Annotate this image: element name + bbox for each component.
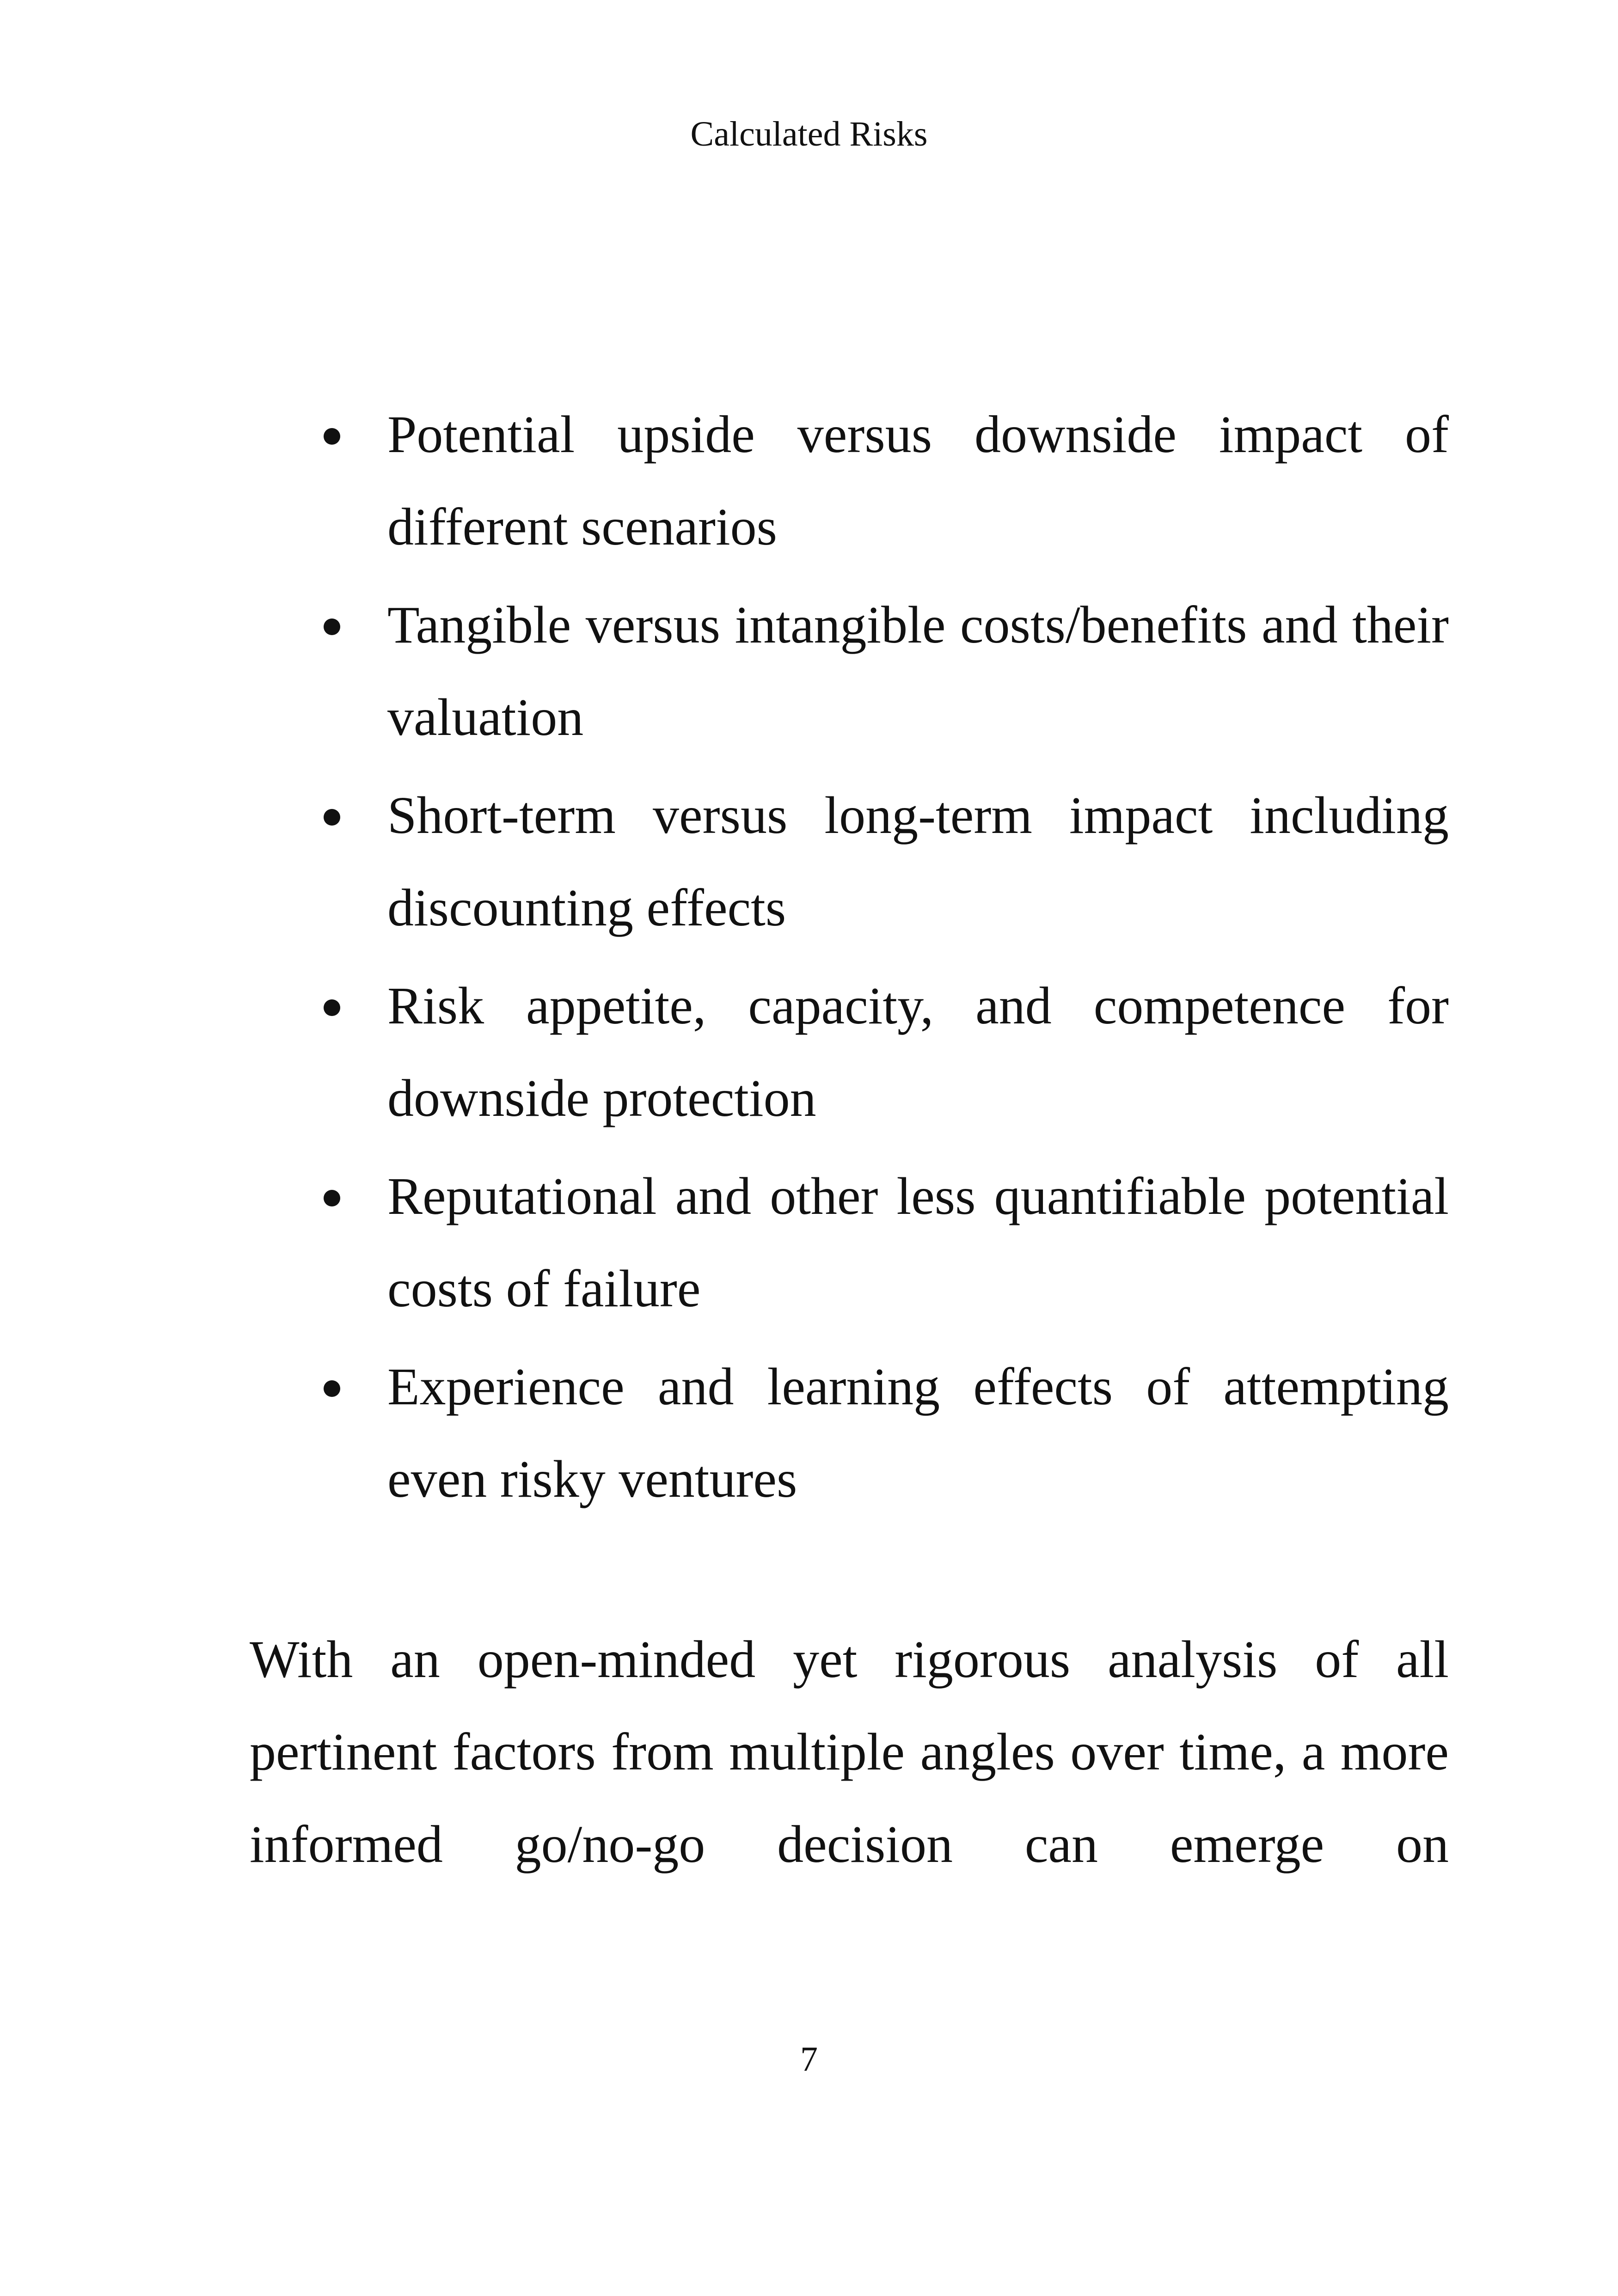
bullet-icon (324, 618, 340, 635)
bullet-item (387, 388, 1449, 573)
bullet-item (387, 579, 1449, 764)
bullet-icon (324, 1190, 340, 1206)
bullet-list (387, 388, 1449, 1531)
bullet-text: Tangible versus intangible costs/benefits and their valuation (387, 595, 1449, 747)
bullet-text: Risk appetite, capacity, and competence for downside protection (387, 976, 1449, 1127)
bullet-icon (324, 809, 340, 826)
bullet-item (387, 1341, 1449, 1525)
bullet-item (387, 769, 1449, 954)
running-header: Calculated Risks (690, 115, 928, 153)
body-paragraph: With an open-minded yet rigorous analysis of all pertinent factors from multiple angles over time, a more informed go/no-go decision can emerge on (250, 1630, 1449, 1874)
bullet-item (387, 960, 1449, 1145)
bullet-icon (324, 999, 340, 1016)
page-number: 7 (800, 2040, 818, 2079)
bullet-text: Experience and learning effects of attempting even risky ventures (387, 1357, 1449, 1508)
bullet-icon (324, 428, 340, 445)
bullet-text: Potential upside versus downside impact of different scenarios (387, 405, 1449, 556)
bullet-icon (324, 1380, 340, 1397)
bullet-item (387, 1150, 1449, 1335)
bullet-text: Short-term versus long-term impact including discounting effects (387, 786, 1449, 937)
bullet-text: Reputational and other less quantifiable potential costs of failure (387, 1167, 1449, 1318)
